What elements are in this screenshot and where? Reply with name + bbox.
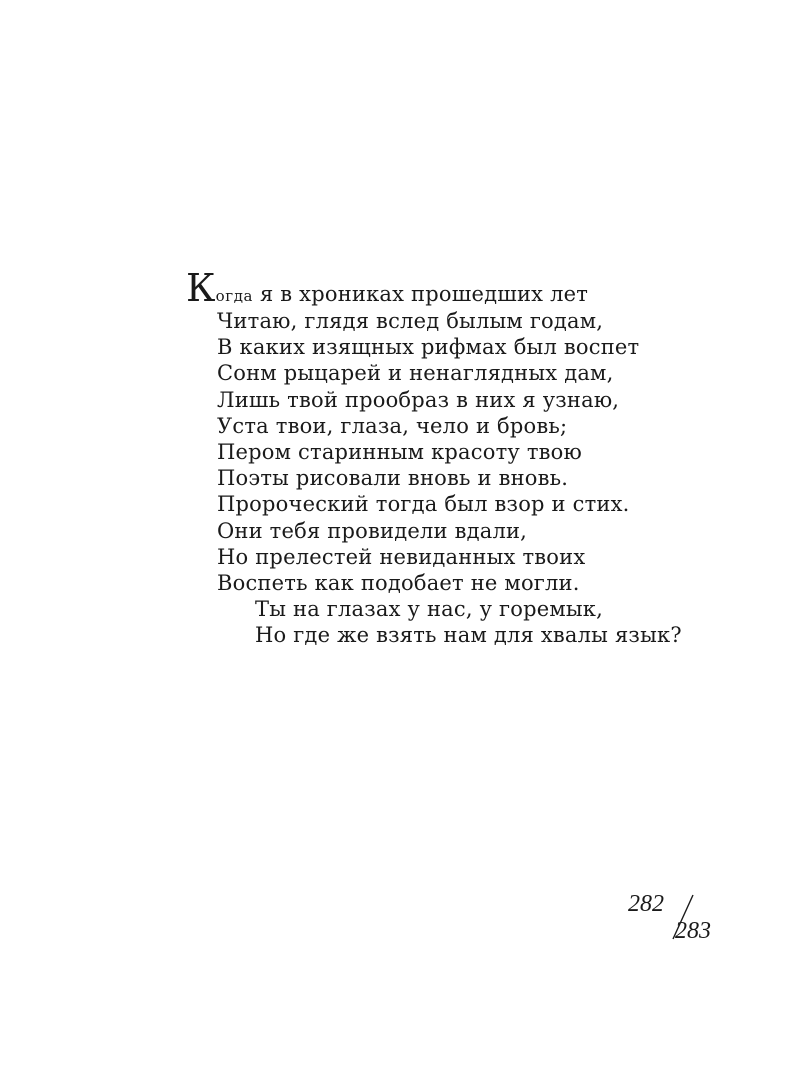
first-line-rest: я в хрониках прошедших лет bbox=[253, 282, 589, 306]
poem-line: Поэты рисовали вновь и вновь. bbox=[217, 466, 569, 491]
page-numbers bbox=[620, 888, 720, 948]
poem-line: Пером старинным красоту твою bbox=[217, 440, 582, 465]
poem-line: Но прелестей невиданных твоих bbox=[217, 544, 586, 569]
poem-line: Пророческий тогда был взор и стих. bbox=[217, 492, 630, 517]
left-page-number: 282 bbox=[628, 891, 664, 917]
poem-line: Читаю, глядя вслед былым годам, bbox=[217, 309, 604, 333]
poem-line: Воспеть как подобает не могли. bbox=[217, 571, 580, 596]
poem-line: Они тебя провидели вдали, bbox=[217, 518, 528, 543]
small-caps-word: огда bbox=[215, 287, 254, 305]
poem-line: Уста твои, глаза, чело и бровь; bbox=[217, 413, 568, 438]
poem-line: Сонм рыцарей и ненаглядных дам, bbox=[217, 361, 614, 386]
poem-text bbox=[186, 266, 706, 649]
drop-cap: К bbox=[186, 266, 216, 310]
right-page-number: 283 bbox=[675, 918, 711, 944]
poem-line: В каких изящных рифмах был воспет bbox=[217, 335, 640, 360]
couplet-line: Но где же взять нам для хвалы язык? bbox=[255, 623, 682, 648]
poem-line: Лишь твой прообраз в них я узнаю, bbox=[217, 387, 620, 412]
couplet-line: Ты на глазах у нас, у горемык, bbox=[255, 597, 603, 622]
